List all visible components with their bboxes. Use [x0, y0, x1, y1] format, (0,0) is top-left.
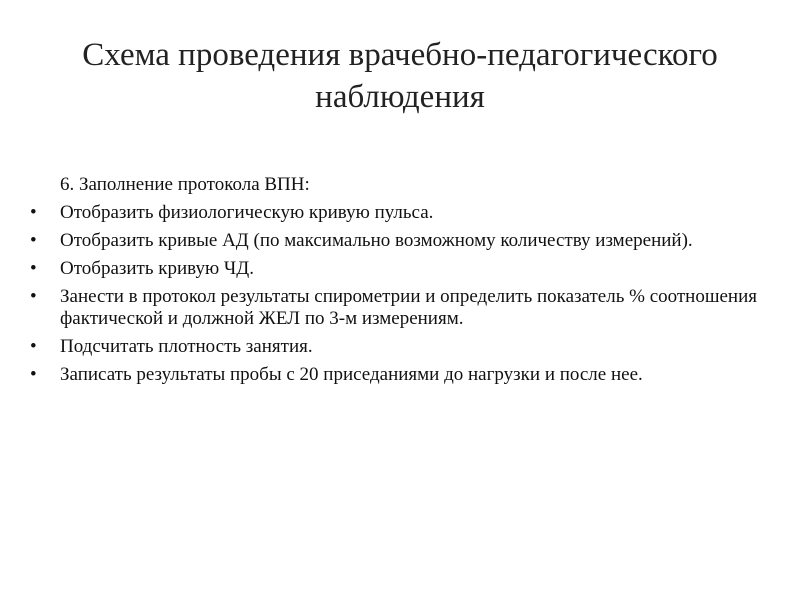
bullet-list	[30, 202, 760, 386]
bullet-icon: •	[30, 336, 37, 357]
bullet-text: Отобразить физиологическую кривую пульса.	[60, 202, 434, 223]
slide-body	[30, 174, 760, 392]
bullet-item	[30, 230, 760, 252]
bullet-item	[30, 202, 760, 224]
section-heading: 6. Заполнение протокола ВПН:	[60, 174, 310, 195]
bullet-item	[30, 258, 760, 280]
bullet-icon: •	[30, 202, 37, 223]
bullet-icon: •	[30, 258, 37, 279]
bullet-icon: •	[30, 230, 37, 251]
bullet-icon: •	[30, 286, 37, 307]
bullet-item	[30, 336, 760, 358]
bullet-text: Записать результаты пробы с 20 приседаниями до нагрузки и после нее.	[60, 364, 643, 385]
bullet-item	[30, 286, 760, 330]
bullet-text: Подсчитать плотность занятия.	[60, 336, 313, 357]
slide-title: Схема проведения врачебно-педагогического наблюдения	[82, 37, 718, 115]
bullet-text: Отобразить кривые АД (по максимально возможному количеству измерений).	[60, 230, 693, 251]
bullet-text: Отобразить кривую ЧД.	[60, 258, 254, 279]
bullet-item	[30, 364, 760, 386]
bullet-text: Занести в протокол результаты спирометрии и определить показатель % соотношения фактической и должной ЖЕЛ по 3-м измерениям.	[60, 286, 757, 329]
bullet-icon: •	[30, 364, 37, 385]
